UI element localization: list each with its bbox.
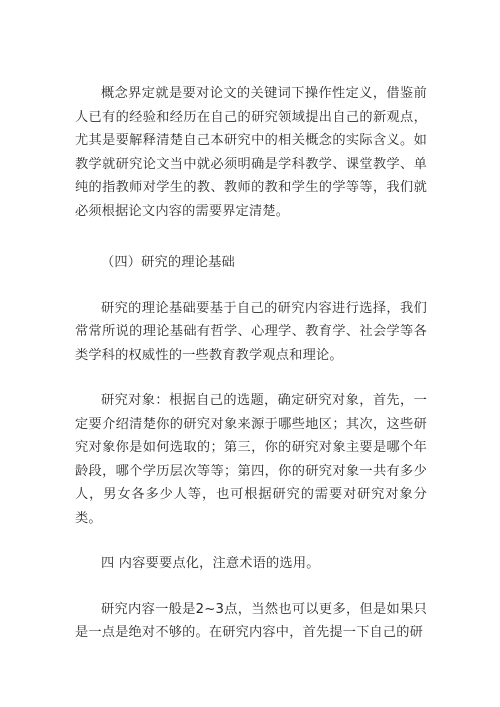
document-page (75, 82, 427, 645)
paragraph-concept-definition: 概念界定就是要对论文的关键词下操作性定义，借鉴前人已有的经验和经历在自己的研究领域提出自己的新观点，尤其是要解释清楚自己本研究中的相关概念的实际含义。如教学就研究论文当中就必须明确是学科教学、课堂教学、单纯的指教师对学生的教、教师的教和学生的学等等，我们就必须根据论文内容的需要界定清楚。 (75, 86, 427, 219)
paragraph-research-subjects: 研究对象：根据自己的选题，确定研究对象，首先，一定要介绍清楚你的研究对象来源于哪些地区；其次，这些研究对象你是如何选取的；第三，你的研究对象主要是哪个年龄段，哪个学历层次等等；第四，你的研究对象一共有多少人，男女各多少人等，也可根据研究的需要对研究对象分类。 (75, 393, 427, 526)
paragraph-research-content: 研究内容一般是2~3点，当然也可以更多，但是如果只是一点是绝对不够的。在研究内容中，首先提一下自己的研 (75, 601, 427, 640)
section-heading-content-points: 四 内容要要点化，注意术语的选用。 (101, 556, 320, 571)
paragraph-theory-basis: 研究的理论基础要基于自己的研究内容进行选择，我们常常所说的理论基础有哲学、心理学、教育学、社会学等各类学科的权威性的一些教育教学观点和理论。 (75, 300, 427, 363)
section-heading-theory-basis: （四）研究的理论基础 (101, 255, 235, 270)
